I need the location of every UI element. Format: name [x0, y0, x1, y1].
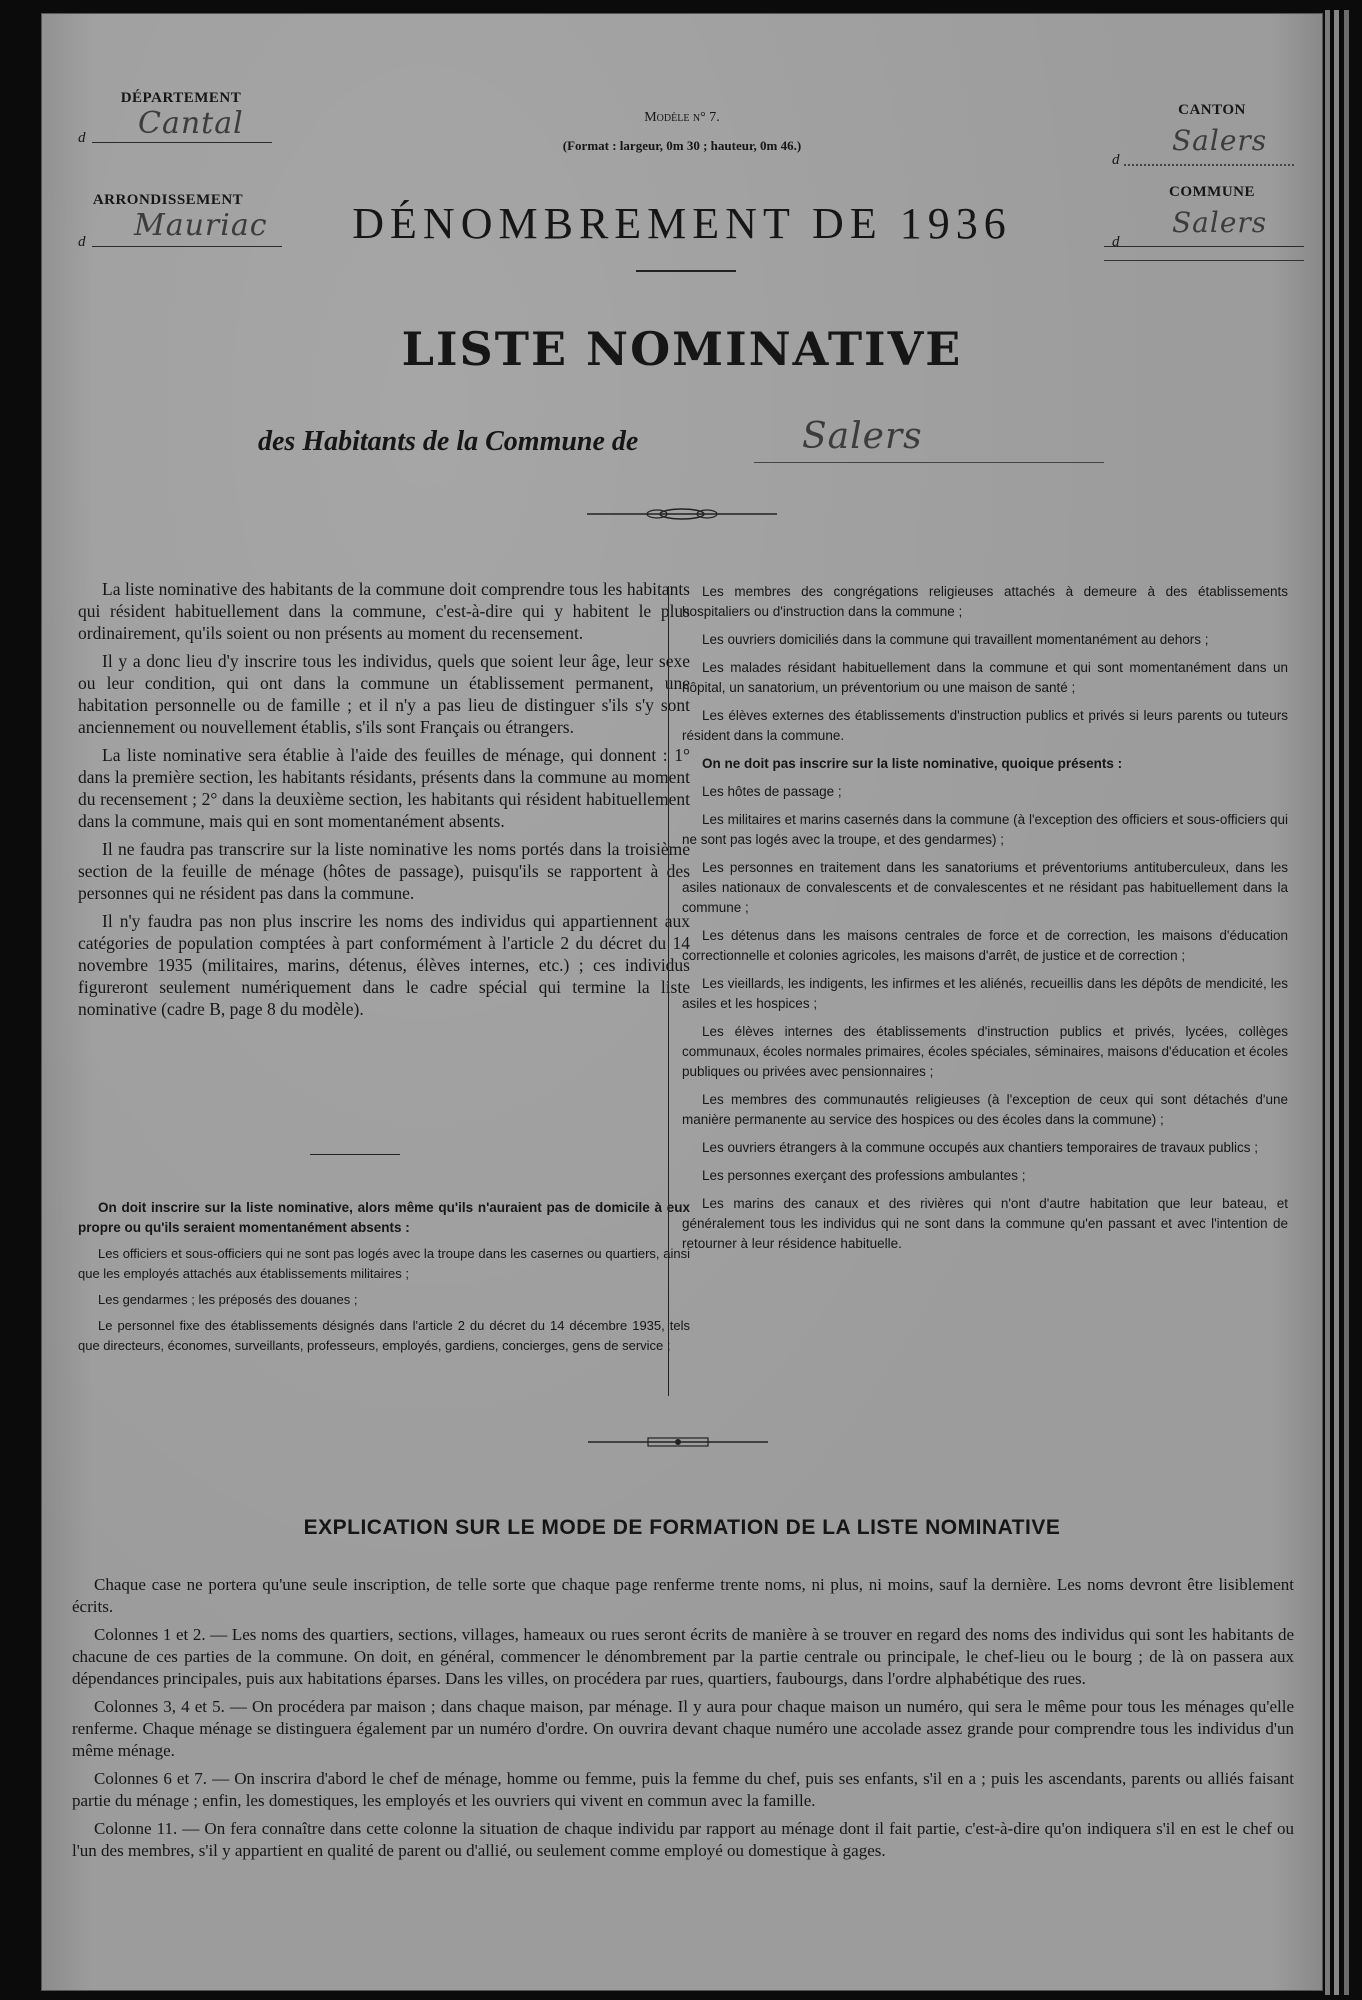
explication-body — [72, 1574, 1294, 1868]
right-paragraph: Les malades résidant habituellement dans la commune et qui sont momentanément dans un hôpital, un sanatorium, un préventorium ou une maison de santé ; — [682, 660, 1288, 695]
right-paragraph: Les ouvriers domiciliés dans la commune qui travaillent momentanément au dehors ; — [702, 632, 1209, 647]
census-form-page — [42, 14, 1322, 1990]
left-divider — [310, 1154, 400, 1155]
conditions-intro: On doit inscrire sur la liste nominative, alors même qu'ils n'auraient pas de domicile à eux propre ou qu'ils seraient momentanément absents : — [78, 1200, 690, 1235]
left-paragraph: La liste nominative des habitants de la commune doit comprendre tous les habitants qui résident habituellement dans la commune, c'est-à-dire qui y habitent le plus ordinairement, qu'ils soient ou non présents au moment du recensement. — [78, 579, 690, 643]
canton-line — [1124, 164, 1294, 166]
explication-paragraph: Chaque case ne portera qu'une seule inscription, de telle sorte que chaque page renferme trente noms, ni plus, ni moins, sauf la dernière. Les noms devront être lisiblement écrits. — [72, 1575, 1294, 1616]
departement-label: DÉPARTEMENT — [120, 90, 242, 106]
condition-item: Les gendarmes ; les préposés des douanes ; — [98, 1292, 358, 1307]
liste-commune-line — [754, 462, 1104, 463]
liste-commune-value: Salers — [802, 416, 923, 457]
explication-paragraph: Colonnes 1 et 2. — Les noms des quartiers, sections, villages, hameaux ou rues seront écrits de manière à se trouver en regard des noms des individus qui sont les habitants de chacune de ces parties de la commune. On doit, en général, commencer le dénombrement par la partie centrale ou principale, le chef-lieu ou le bourg ; de là on passera aux dépendances principales, puis aux habitations éparses. Dans les villes, on procédera par rues, quartiers, faubourgs, dans l'ordre alphabétique des rues. — [72, 1625, 1294, 1688]
left-paragraph: Il ne faudra pas transcrire sur la liste nominative les noms portés dans la troisième section de la feuille de ménage (hôtes de passage), puisqu'ils se rapportent à des personnes qui ne résident pas dans la commune. — [78, 839, 690, 903]
canton-value: Salers — [1172, 124, 1268, 157]
right-paragraph: Les détenus dans les maisons centrales de force et de correction, les maisons d'éducation correctionnelle et colonies agricoles, les maisons d'arrêt, de justice et de correction ; — [682, 928, 1288, 963]
right-paragraph: Les personnes en traitement dans les sanatoriums et préventoriums antituberculeux, dans les asiles nationaux de convalescents et de convalescentes et ne résidant pas habituellement dans la commune ; — [682, 860, 1288, 915]
right-paragraph: Les militaires et marins casernés dans la commune (à l'exception des officiers et sous-officiers qui ne sont pas logés avec la troupe, et des gendarmes) ; — [682, 812, 1288, 847]
modele-number: Modèle n° 7. — [644, 110, 720, 125]
commune-line — [1104, 246, 1304, 247]
liste-subtitle: des Habitants de la Commune de — [258, 426, 639, 457]
liste-title: LISTE NOMINATIVE — [401, 322, 963, 376]
arrondissement-line — [92, 246, 282, 247]
departement-value: Cantal — [138, 106, 244, 141]
left-paragraph: Il y a donc lieu d'y inscrire tous les individus, quels que soient leur âge, leur sexe ou leur condition, qui ont dans la commune un établissement permanent, une habitation personnelle ou de famille ; et il n'y a pas lieu de distinguer s'ils s'y sont anciennement ou nouvellement établis, s'ils sont Français ou étrangers. — [78, 651, 690, 737]
right-paragraph: Les ouvriers étrangers à la commune occupés aux chantiers temporaires de travaux publics ; — [702, 1140, 1259, 1155]
right-paragraph: Les membres des communautés religieuses (à l'exception de ceux qui sont détachés d'une manière permanente au service des hospices ou des écoles dans la commune) ; — [682, 1092, 1288, 1127]
format-note: (Format : largeur, 0m 30 ; hauteur, 0m 46.) — [562, 138, 802, 153]
right-paragraph: Les membres des congrégations religieuses attachés à demeure à des établissements hospitaliers ou d'instruction dans la commune ; — [682, 584, 1288, 619]
departement-line — [92, 142, 272, 143]
commune-prefix: d — [1112, 234, 1120, 250]
explication-paragraph: Colonnes 3, 4 et 5. — On procédera par maison ; dans chaque maison, par ménage. Il y aura pour chaque maison un numéro, qui sera le même pour tous les ménages qu'elle renferme. Chaque ménage se distinguera également par un numéro d'ordre. On ouvrira devant chaque numéro une accolade assez grande pour comprendre tous les individus d'un même ménage. — [72, 1697, 1294, 1760]
page-title: DÉNOMBREMENT DE 1936 — [352, 199, 1012, 248]
canton-label: CANTON — [1178, 102, 1246, 118]
left-column — [78, 578, 690, 1026]
title-divider — [636, 270, 736, 272]
arrondissement-label: ARRONDISSEMENT — [92, 192, 244, 208]
right-paragraph: Les élèves internes des établissements d'instruction publics et privés, lycées, collèges communaux, écoles normales primaires, écoles spéciales, séminaires, maisons d'éducation et écoles publiques ou privées avec pensionnaires ; — [682, 1024, 1288, 1079]
right-paragraph: Les élèves externes des établissements d'instruction publics et privés si leurs parents ou tuteurs résident dans la commune. — [682, 708, 1288, 743]
right-column — [682, 582, 1288, 1262]
commune-value: Salers — [1172, 206, 1268, 239]
departement-prefix: d — [78, 130, 86, 146]
arrondissement-prefix: d — [78, 234, 86, 250]
explication-paragraph: Colonnes 6 et 7. — On inscrira d'abord le chef de ménage, homme ou femme, puis la femme du chef, puis ses enfants, s'il en a ; puis les ascendants, parents ou alliés faisant partie du ménage ; enfin, les domestiques, les employés et les ouvriers qui vivent en commun avec la famille. — [72, 1769, 1294, 1810]
left-paragraph: Il n'y faudra pas non plus inscrire les noms des individus qui appartiennent aux catégories de population comptées à part conformément à l'article 2 du décret du 14 novembre 1935 (militaires, marins, détenus, élèves internes, etc.) ; ces individus figureront seulement numériquement dans le cadre spécial qui termine la liste nominative (cadre B, page 8 du modèle). — [78, 911, 690, 1019]
ornament — [587, 504, 777, 524]
page-edge — [1334, 10, 1339, 1995]
column-separator — [668, 586, 669, 1396]
page-edge — [1325, 10, 1330, 1995]
page-edge — [1344, 10, 1349, 1995]
arrondissement-value: Mauriac — [134, 208, 268, 243]
commune-label: COMMUNE — [1169, 184, 1255, 200]
right-paragraph: Les hôtes de passage ; — [702, 784, 842, 799]
right-paragraph: Les marins des canaux et des rivières qui n'ont d'autre habitation que leur bateau, et généralement tous les individus qui ne sont dans la commune qu'en passant et avec l'intention de retourner à leur résidence habituelle. — [682, 1196, 1288, 1251]
right-paragraph: Les personnes exerçant des professions ambulantes ; — [702, 1168, 1026, 1183]
right-paragraph: Les vieillards, les indigents, les infirmes et les aliénés, recueillis dans les dépôts de mendicité, les asiles et les hospices ; — [682, 976, 1288, 1011]
condition-item: Les officiers et sous-officiers qui ne sont pas logés avec la troupe dans les casernes ou quartiers, ainsi que les employés attachés aux établissements militaires ; — [78, 1246, 690, 1281]
commune-double-line — [1104, 260, 1304, 261]
exclusion-intro: On ne doit pas inscrire sur la liste nominative, quoique présents : — [702, 756, 1123, 771]
left-paragraph: La liste nominative sera établie à l'aide des feuilles de ménage, qui donnent : 1° dans la première section, les habitants résidants, présents dans la commune au moment du recensement ; 2° dans la deuxième section, les habitants qui résident habituellement dans la commune, mais qui en sont momentanément absents. — [78, 745, 690, 831]
canton-prefix: d — [1112, 152, 1120, 168]
explication-paragraph: Colonne 11. — On fera connaître dans cette colonne la situation de chaque individu par rapport au ménage dont il fait partie, c'est-à-dire qu'on indiquera s'il en est le chef ou l'un des membres, s'il y appartient en qualité de parent ou d'allié, ou seulement comme employé ou domestique à gages. — [72, 1819, 1294, 1860]
explication-title: EXPLICATION SUR LE MODE DE FORMATION DE LA LISTE NOMINATIVE — [303, 1516, 1061, 1539]
ornament — [588, 1434, 768, 1450]
left-conditions — [78, 1198, 690, 1362]
condition-item: Le personnel fixe des établissements désignés dans l'article 2 du décret du 14 décembre 1935, tels que directeurs, économes, surveillants, professeurs, employés, gardiens, concierges, gens de service ; — [78, 1318, 690, 1353]
